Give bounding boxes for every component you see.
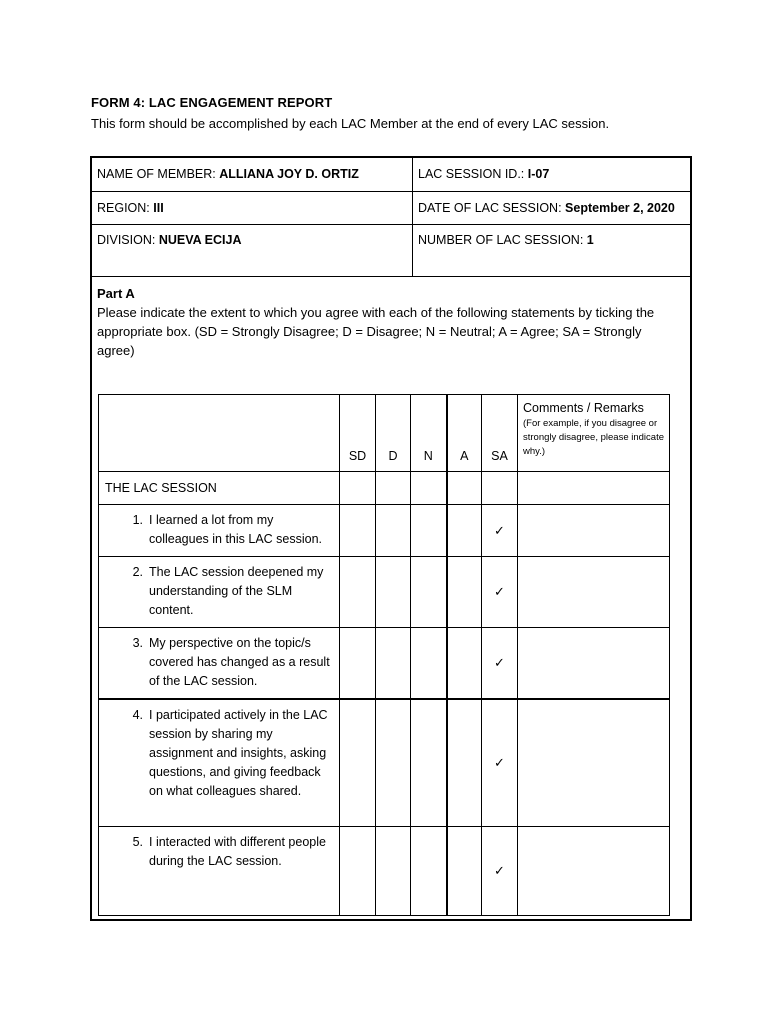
- date-cell: [413, 192, 690, 224]
- remarks-cell[interactable]: [518, 505, 670, 557]
- a-checkbox[interactable]: [447, 557, 482, 628]
- a-checkbox[interactable]: [447, 505, 482, 557]
- remarks-cell[interactable]: [518, 557, 670, 628]
- statement-cell: [99, 557, 340, 628]
- sa-checkbox[interactable]: [482, 699, 518, 827]
- section-title: THE LAC SESSION: [99, 472, 340, 505]
- statement-text: I participated actively in the LAC session by sharing my assignment and insights, asking questions, and giving feedback on what colleagues shared.: [149, 707, 328, 798]
- statement-number: 5.: [132, 835, 143, 849]
- n-checkbox[interactable]: [411, 699, 447, 827]
- statement-cell: [99, 699, 340, 827]
- region-value: III: [153, 201, 164, 215]
- empty-cell: [447, 472, 482, 505]
- a-checkbox[interactable]: [447, 827, 482, 916]
- n-checkbox[interactable]: [411, 827, 447, 916]
- table-row: [99, 505, 670, 557]
- remarks-title: Comments / Remarks: [523, 401, 644, 415]
- session-id-cell: [413, 158, 690, 191]
- member-label: NAME OF MEMBER:: [97, 167, 216, 181]
- sd-checkbox[interactable]: [340, 827, 376, 916]
- session-id-value: I-07: [527, 167, 550, 181]
- member-value: ALLIANA JOY D. ORTIZ: [219, 167, 359, 181]
- session-number-label: NUMBER OF LAC SESSION:: [418, 233, 584, 247]
- scale-a-header: A: [447, 395, 482, 472]
- sd-checkbox[interactable]: [340, 557, 376, 628]
- remarks-note: (For example, if you disagree or strongly disagree, please indicate why.): [523, 418, 665, 457]
- section-row: [99, 472, 670, 505]
- sd-checkbox[interactable]: [340, 699, 376, 827]
- part-a-heading: Part A: [97, 286, 135, 301]
- session-id-label: LAC SESSION ID.:: [418, 167, 525, 181]
- empty-cell: [340, 472, 376, 505]
- session-number-cell: [413, 225, 690, 276]
- form-subtitle: This form should be accomplished by each LAC Member at the end of every LAC session.: [91, 116, 610, 131]
- empty-cell: [518, 472, 670, 505]
- sa-checkbox[interactable]: [482, 628, 518, 699]
- d-checkbox[interactable]: [376, 557, 411, 628]
- remarks-cell[interactable]: [518, 699, 670, 827]
- part-a: [97, 284, 682, 360]
- empty-cell: [482, 472, 518, 505]
- info-row-division: [92, 225, 690, 277]
- division-cell: [92, 225, 413, 276]
- scale-sa-header: SA: [482, 395, 518, 472]
- date-label: DATE OF LAC SESSION:: [418, 201, 562, 215]
- statement-text: I interacted with different people during the LAC session.: [149, 835, 326, 868]
- division-value: NUEVA ECIJA: [158, 233, 242, 247]
- sa-checkbox[interactable]: [482, 505, 518, 557]
- sa-checkbox[interactable]: [482, 557, 518, 628]
- remarks-header: [518, 395, 670, 472]
- member-cell: [92, 158, 413, 191]
- table-row: [99, 699, 670, 827]
- scale-sd-header: SD: [340, 395, 376, 472]
- statement-number: 2.: [132, 565, 143, 579]
- division-label: DIVISION:: [97, 233, 156, 247]
- scale-n-header: N: [411, 395, 447, 472]
- info-row-member: [92, 158, 690, 192]
- n-checkbox[interactable]: [411, 557, 447, 628]
- d-checkbox[interactable]: [376, 505, 411, 557]
- info-row-region: [92, 192, 690, 225]
- d-checkbox[interactable]: [376, 699, 411, 827]
- table-header-row: [99, 395, 670, 472]
- statement-cell: [99, 827, 340, 916]
- scale-d-header: D: [376, 395, 411, 472]
- d-checkbox[interactable]: [376, 827, 411, 916]
- sd-checkbox[interactable]: [340, 628, 376, 699]
- table-row: [99, 628, 670, 699]
- statement-cell: [99, 628, 340, 699]
- empty-cell: [376, 472, 411, 505]
- form-box: [90, 156, 692, 921]
- table-row: [99, 557, 670, 628]
- d-checkbox[interactable]: [376, 628, 411, 699]
- empty-cell: [411, 472, 447, 505]
- statement-header: [99, 395, 340, 472]
- sd-checkbox[interactable]: [340, 505, 376, 557]
- n-checkbox[interactable]: [411, 505, 447, 557]
- statement-text: My perspective on the topic/s covered has changed as a result of the LAC session.: [149, 636, 330, 688]
- rating-table: [98, 394, 670, 916]
- statement-text: I learned a lot from my colleagues in this LAC session.: [149, 513, 323, 546]
- check-icon: ✓: [494, 522, 505, 538]
- region-label: REGION:: [97, 201, 150, 215]
- session-number-value: 1: [586, 233, 594, 247]
- a-checkbox[interactable]: [447, 699, 482, 827]
- table-row: [99, 827, 670, 916]
- check-icon: ✓: [494, 863, 505, 878]
- n-checkbox[interactable]: [411, 628, 447, 699]
- statement-number: 3.: [132, 636, 143, 650]
- form-title: FORM 4: LAC ENGAGEMENT REPORT: [91, 95, 333, 110]
- sa-checkbox[interactable]: [482, 827, 518, 916]
- region-cell: [92, 192, 413, 224]
- a-checkbox[interactable]: [447, 628, 482, 699]
- statement-number: 1.: [132, 513, 143, 527]
- check-icon: ✓: [494, 654, 505, 670]
- remarks-cell[interactable]: [518, 628, 670, 699]
- date-value: September 2, 2020: [565, 201, 675, 215]
- check-icon: ✓: [494, 754, 505, 770]
- statement-number: 4.: [132, 707, 143, 722]
- statement-cell: [99, 505, 340, 557]
- remarks-cell[interactable]: [518, 827, 670, 916]
- part-a-instructions: Please indicate the extent to which you agree with each of the following statements by ticking the appropriate box. (SD = Strongly Disagree; D = Disagree; N = Neutral; A = Agree; SA = Strongly agree): [97, 305, 655, 358]
- check-icon: ✓: [494, 584, 505, 599]
- statement-text: The LAC session deepened my understanding of the SLM content.: [149, 565, 324, 617]
